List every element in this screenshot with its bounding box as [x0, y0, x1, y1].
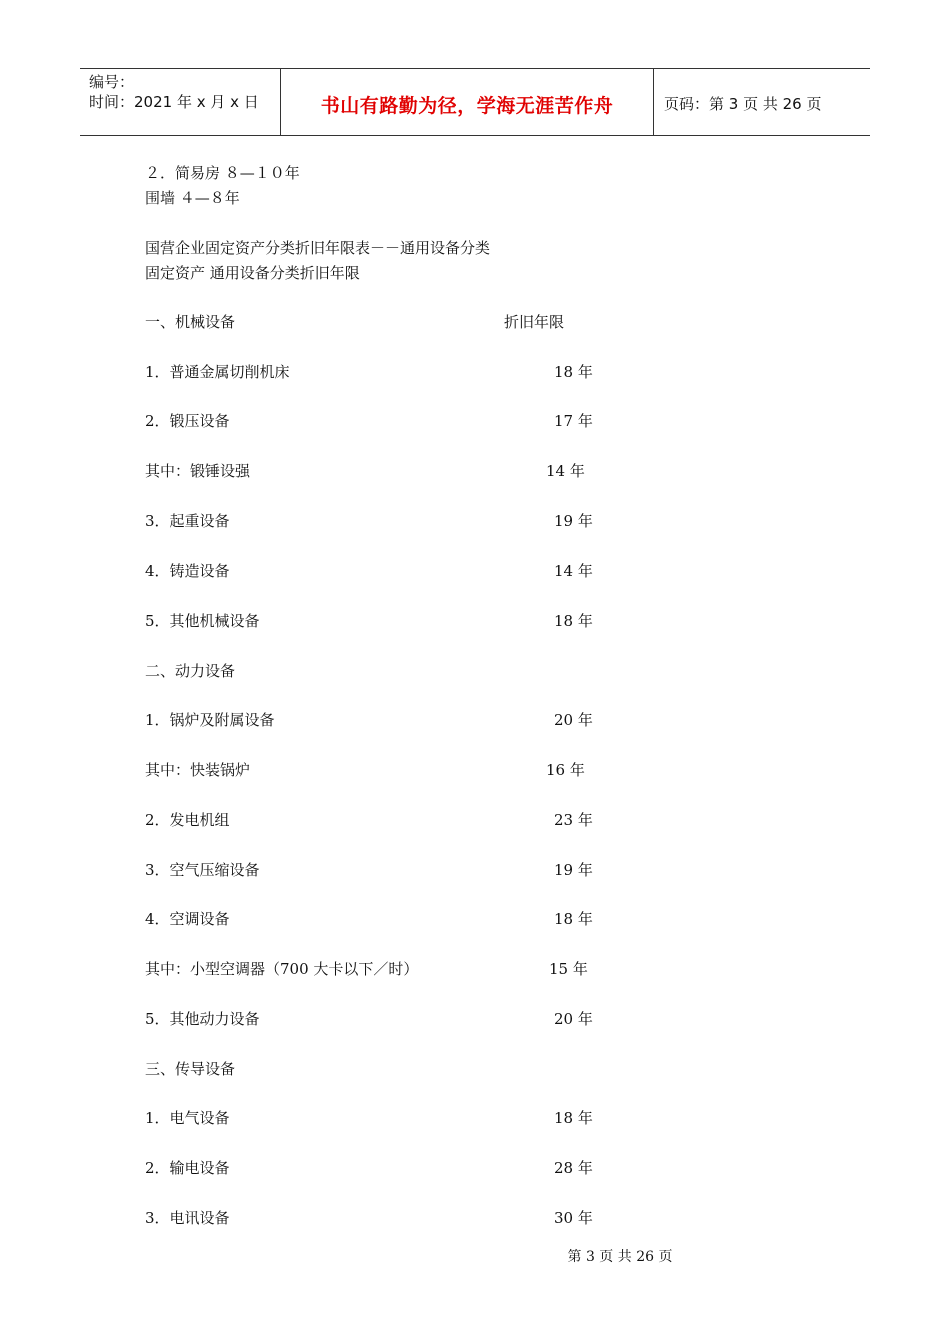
- table-row-label: 2．输电设备: [145, 1159, 230, 1177]
- table-row-label: 4．铸造设备: [145, 562, 230, 580]
- table-row-label: 1．电气设备: [145, 1109, 230, 1127]
- page-footer: [0, 1246, 950, 1266]
- table-row-label: 3．电讯设备: [145, 1209, 230, 1227]
- table-row-label: 1．锅炉及附属设备: [145, 711, 275, 729]
- document-header: [80, 68, 870, 136]
- table-row-label: 3．空气压缩设备: [145, 861, 260, 879]
- table-row-value: 14 年: [554, 562, 593, 580]
- intro-line-2: 围墙 ４—８年: [145, 189, 240, 207]
- table-row-value: 18 年: [554, 363, 593, 381]
- footer-page-number: 第 3 页 共 26 页: [567, 1249, 673, 1265]
- motto-text: 书山有路勤为径，学海无涯苦作舟: [320, 95, 614, 117]
- page-info: 页码：第 3 页 共 26 页: [664, 95, 822, 113]
- table-row-label: 3．起重设备: [145, 512, 230, 530]
- table-row-label: 其中：小型空调器（700 大卡以下／时）: [145, 960, 419, 978]
- table-row-value: 18 年: [554, 612, 593, 630]
- table-row-label: 4．空调设备: [145, 910, 230, 928]
- intro-line-1: ２．简易房 ８—１０年: [145, 164, 300, 182]
- header-info-cell: [80, 69, 281, 136]
- table-row-value: 16 年: [546, 761, 585, 779]
- table-row-label: 1．普通金属切削机床: [145, 363, 290, 381]
- table-row-value: 19 年: [554, 512, 593, 530]
- table-row-value: 15 年: [549, 960, 588, 978]
- table-row-value: 17 年: [554, 412, 593, 430]
- table-row-value: 23 年: [554, 811, 593, 829]
- table-row-value: 18 年: [554, 1109, 593, 1127]
- table-row-value: 28 年: [554, 1159, 593, 1177]
- table-row-value: 20 年: [554, 1010, 593, 1028]
- table-row-label: 5．其他动力设备: [145, 1010, 260, 1028]
- table-row-label: 其中：锻锤设强: [145, 462, 251, 480]
- document-time-label: 时间：2021 年 x 月 x 日: [89, 93, 259, 111]
- table-row-label: 2．发电机组: [145, 811, 230, 829]
- table-row-label: 5．其他机械设备: [145, 612, 260, 630]
- table-row-value: 折旧年限: [504, 313, 565, 331]
- header-page-cell: [654, 69, 870, 136]
- header-motto-cell: [281, 69, 654, 136]
- table-row-value: 14 年: [546, 462, 585, 480]
- table-row-label: 一、机械设备: [145, 313, 236, 331]
- table-row-value: 18 年: [554, 910, 593, 928]
- table-row-value: 19 年: [554, 861, 593, 879]
- table-row-label: 二、动力设备: [145, 662, 236, 680]
- table-row-label: 2．锻压设备: [145, 412, 230, 430]
- table-title: 国营企业固定资产分类折旧年限表－－通用设备分类: [145, 239, 491, 257]
- table-subtitle: 固定资产 通用设备分类折旧年限: [145, 264, 360, 282]
- table-row-value: 20 年: [554, 711, 593, 729]
- table-row-label: 其中：快装锅炉: [145, 761, 251, 779]
- table-row-value: 30 年: [554, 1209, 593, 1227]
- table-row-label: 三、传导设备: [145, 1060, 236, 1078]
- document-number-label: 编号：: [89, 73, 135, 91]
